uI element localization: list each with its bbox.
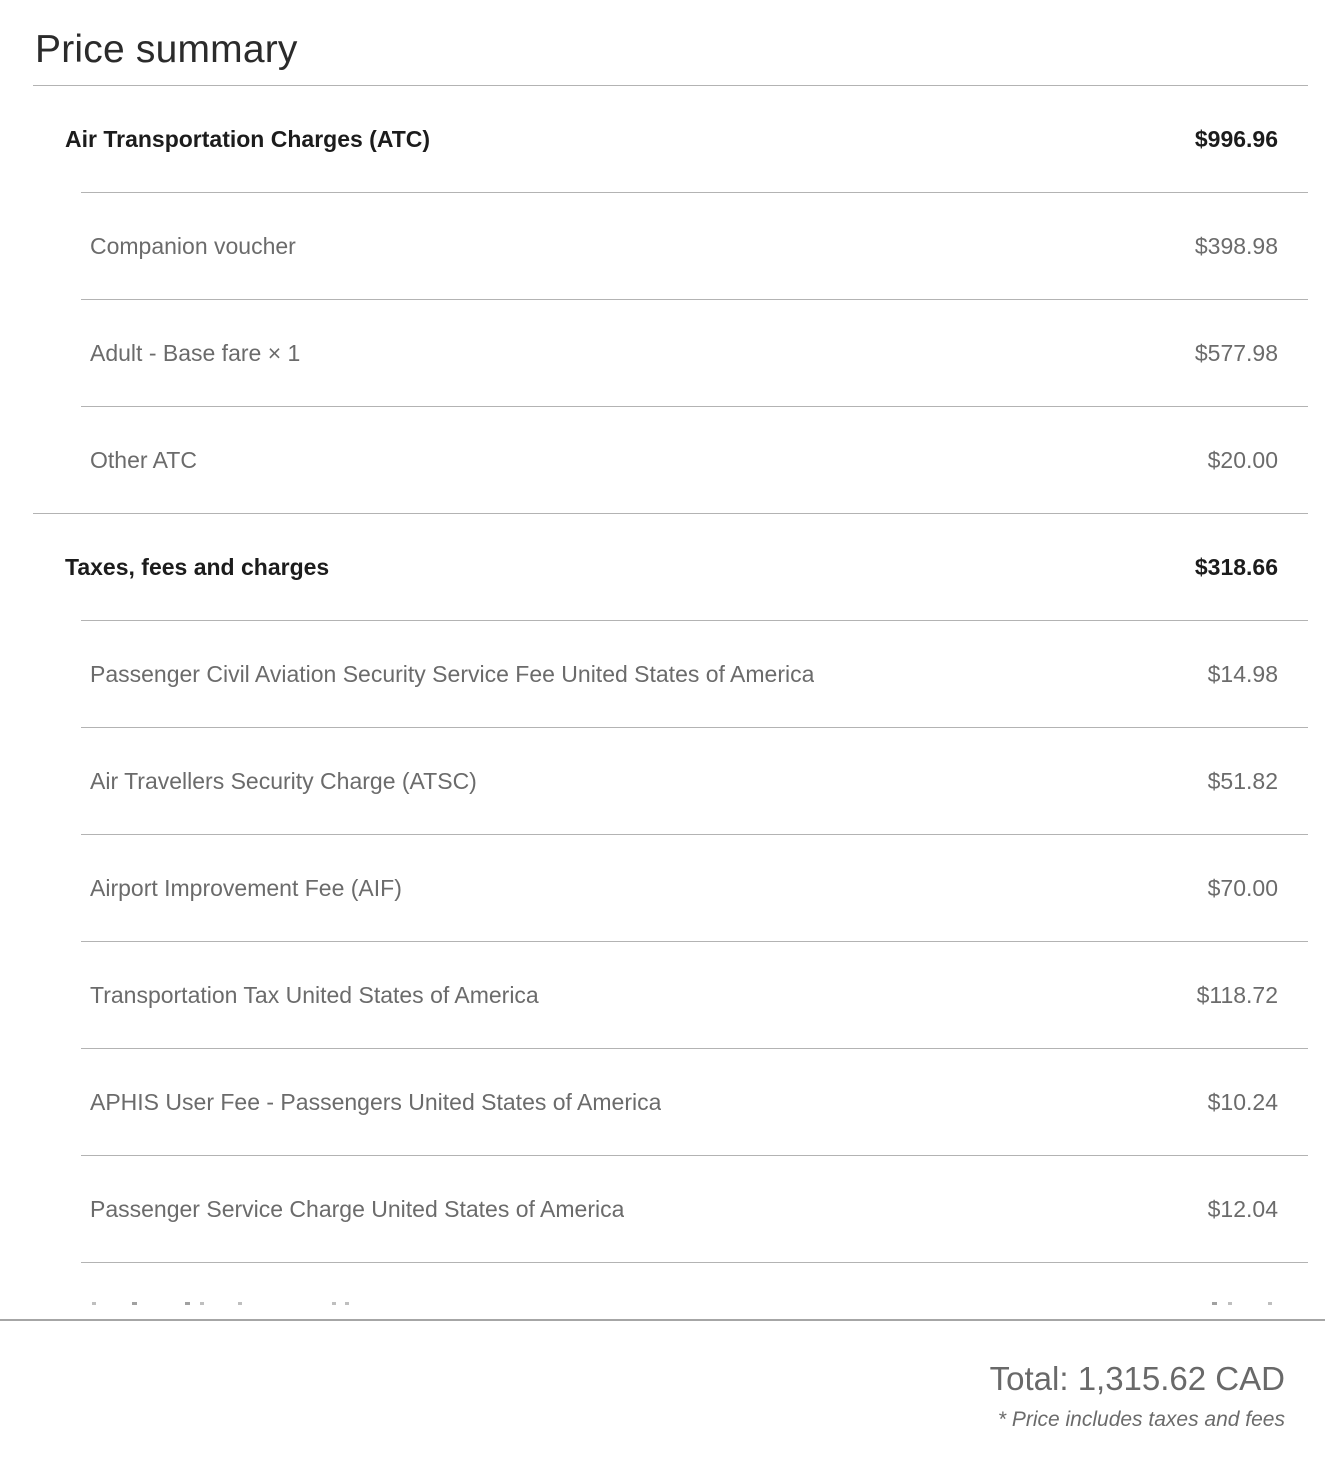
price-row-amount: $51.82 xyxy=(1207,767,1278,794)
price-row xyxy=(33,728,1308,834)
section-amount: $318.66 xyxy=(1194,553,1278,580)
price-row-amount: $577.98 xyxy=(1194,339,1278,366)
price-row xyxy=(33,300,1308,406)
price-row-label: Air Travellers Security Charge (ATSC) xyxy=(90,767,477,794)
total-line xyxy=(0,1359,1285,1399)
section-label: Taxes, fees and charges xyxy=(65,553,330,580)
price-row-amount: $398.98 xyxy=(1194,232,1278,259)
price-row-amount: $70.00 xyxy=(1207,874,1278,901)
section-amount: $996.96 xyxy=(1194,125,1278,152)
price-row-amount: $118.72 xyxy=(1196,981,1278,1008)
total-amount: 1,315.62 CAD xyxy=(1077,1360,1285,1397)
price-row-label: Transportation Tax United States of America xyxy=(90,981,539,1008)
price-list-scroll[interactable] xyxy=(33,86,1308,1263)
price-row-label: Passenger Civil Aviation Security Service Fee United States of America xyxy=(90,660,815,687)
price-row xyxy=(33,1049,1308,1155)
price-row-amount: $12.04 xyxy=(1207,1195,1278,1222)
price-row-label: Passenger Service Charge United States of America xyxy=(90,1195,625,1222)
page-title: Price summary xyxy=(35,28,298,71)
price-row xyxy=(33,193,1308,299)
price-row xyxy=(33,1156,1308,1262)
price-row-label: Companion voucher xyxy=(90,232,296,259)
clipped-row xyxy=(33,1263,1308,1306)
section-row xyxy=(33,514,1308,620)
price-row-label: Adult - Base fare × 1 xyxy=(90,339,301,366)
price-row-label: APHIS User Fee - Passengers United States of America xyxy=(90,1088,662,1115)
price-row xyxy=(33,835,1308,941)
footer-note: * Price includes taxes and fees xyxy=(997,1407,1285,1431)
section-label: Air Transportation Charges (ATC) xyxy=(65,125,431,152)
price-row xyxy=(33,407,1308,513)
footer xyxy=(0,1319,1325,1472)
section-row xyxy=(33,86,1308,192)
price-row xyxy=(33,942,1308,1048)
total-label: Total: xyxy=(989,1360,1069,1397)
price-row-amount: $10.24 xyxy=(1207,1088,1278,1115)
price-row-label: Airport Improvement Fee (AIF) xyxy=(90,874,402,901)
price-row-amount: $14.98 xyxy=(1207,660,1278,687)
price-row-label: Other ATC xyxy=(90,446,197,473)
price-row xyxy=(33,621,1308,727)
price-row-amount: $20.00 xyxy=(1207,446,1278,473)
